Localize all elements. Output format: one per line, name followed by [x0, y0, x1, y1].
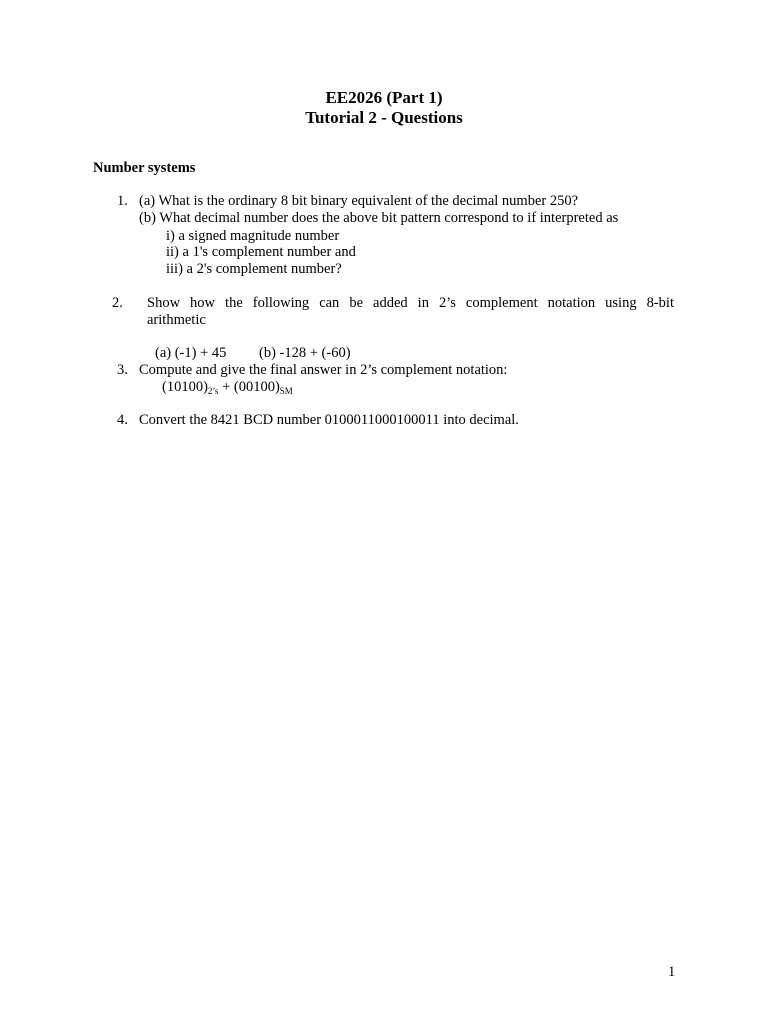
section-heading: Number systems [93, 160, 196, 176]
question-3-plus: + [218, 379, 234, 395]
question-3-operand-1: (10100) [162, 379, 208, 395]
question-1-item-i: i) a signed magnitude number [166, 228, 340, 244]
question-1-part-a: (a) What is the ordinary 8 bit binary equivalent of the decimal number 250? [139, 193, 579, 209]
question-2-number: 2. [112, 295, 123, 311]
question-4-text: Convert the 8421 BCD number 0100011000100011 into decimal. [139, 412, 519, 428]
question-1-number: 1. [117, 193, 128, 209]
document-title: EE2026 (Part 1) [325, 88, 443, 107]
question-2-part-a: (a) (-1) + 45 [155, 345, 227, 361]
question-3-operand-2-subscript: SM [279, 386, 293, 396]
question-3-expression [162, 379, 293, 396]
question-3-operand-2: (00100) [233, 379, 280, 395]
question-1-item-ii: ii) a 1's complement number and [166, 244, 356, 260]
question-2-text-line-2: arithmetic [147, 312, 206, 328]
question-3-number: 3. [117, 362, 128, 378]
question-1-item-iii: iii) a 2's complement number? [166, 261, 342, 277]
question-2-text-line-1: Show how the following can be added in 2’s complement notation using 8-bit [147, 295, 674, 311]
page-number: 1 [668, 964, 676, 980]
question-4-number: 4. [117, 412, 128, 428]
question-2-part-b: (b) -128 + (-60) [259, 345, 351, 361]
question-3-operand-1-subscript: 2’s [207, 386, 219, 396]
document-subtitle: Tutorial 2 - Questions [305, 108, 463, 127]
question-3-text: Compute and give the final answer in 2’s complement notation: [139, 362, 508, 378]
question-1-part-b: (b) What decimal number does the above bit pattern correspond to if interpreted as [139, 210, 619, 226]
